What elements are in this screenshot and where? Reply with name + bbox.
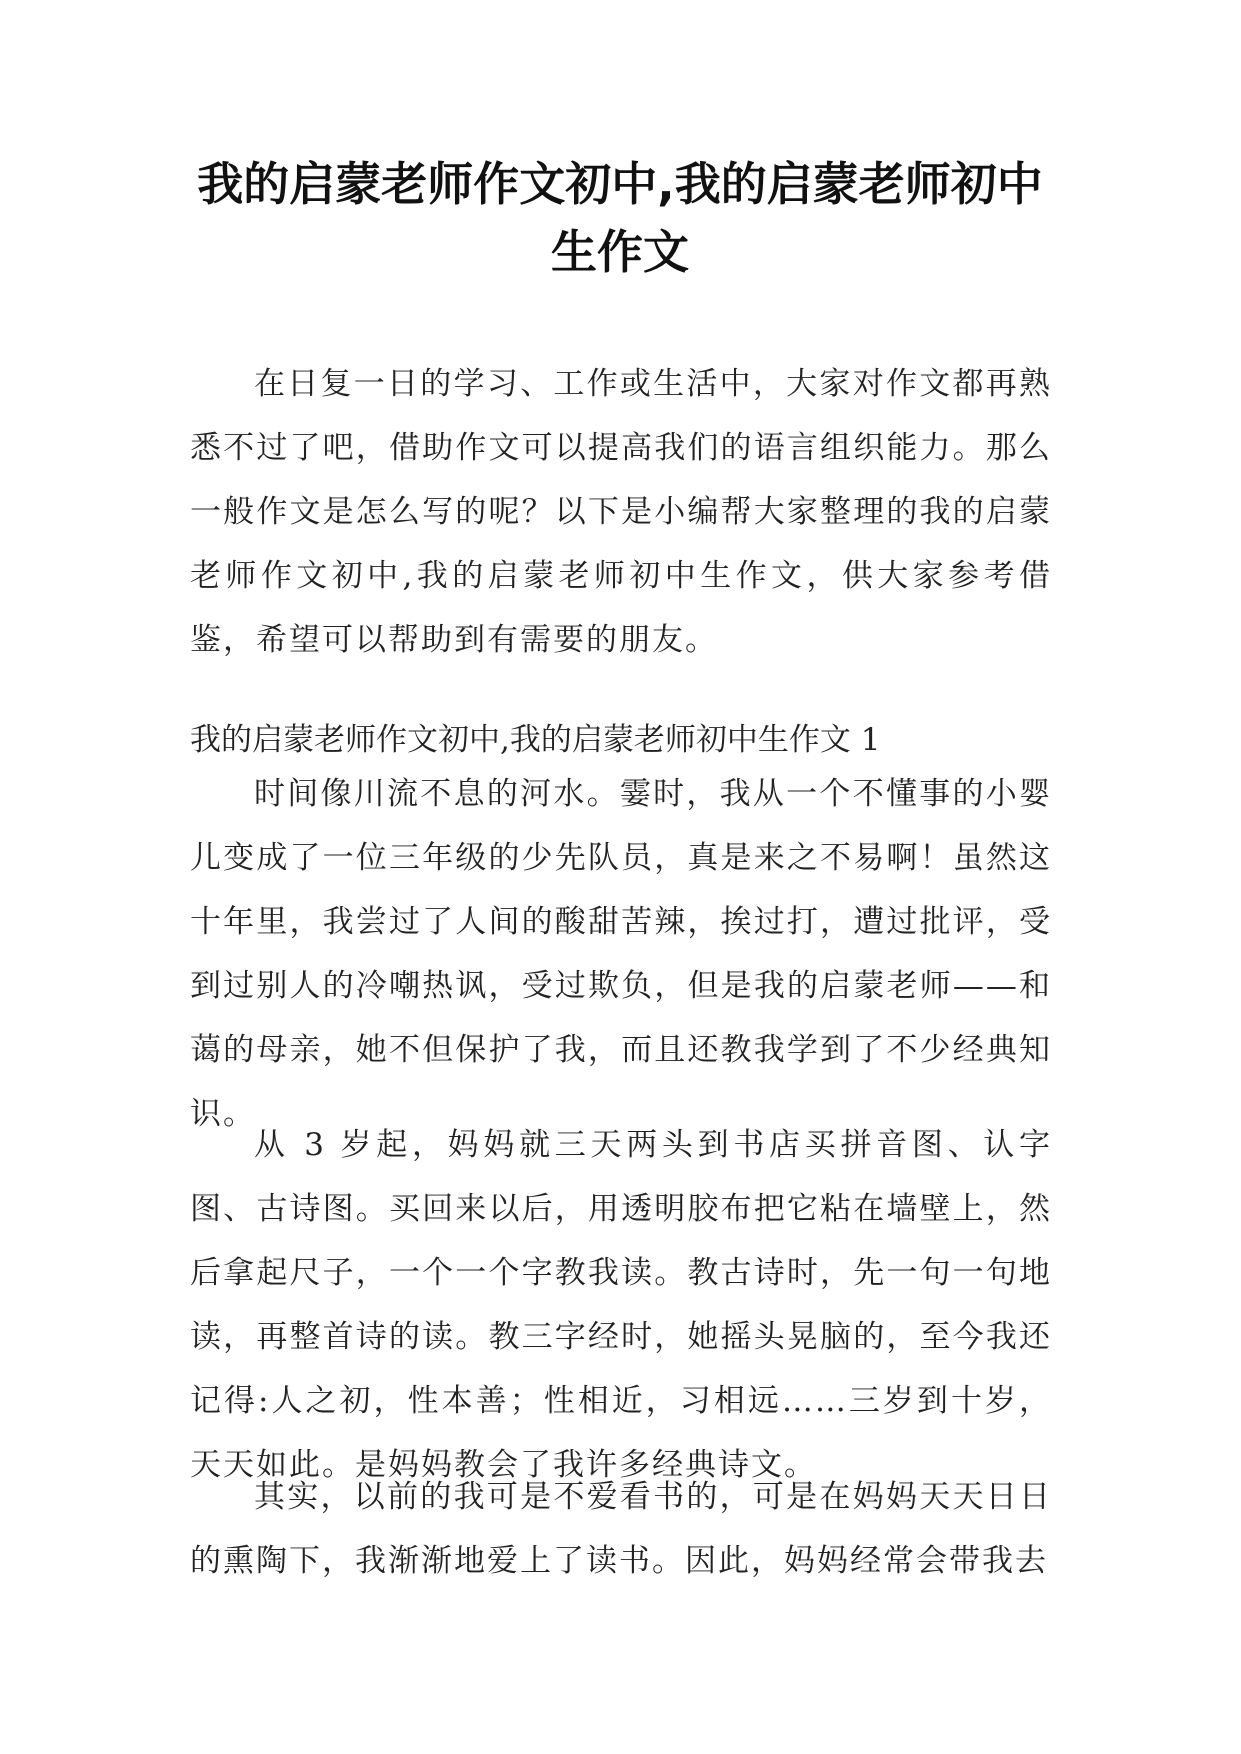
- body-paragraph-3: 其实，以前的我可是不爱看书的，可是在妈妈天天日日的熏陶下，我渐渐地爱上了读书。因此，妈妈经常会带我去: [190, 1479, 1052, 1579]
- section-heading: 我的启蒙老师作文初中,我的启蒙老师初中生作文 1: [190, 722, 881, 758]
- document-title: 我的启蒙老师作文初中,我的启蒙老师初中生作文: [197, 157, 1043, 279]
- body-paragraph-2: 从 3 岁起，妈妈就三天两头到书店买拼音图、认字图、古诗图。买回来以后，用透明胶布把它粘在墙壁上，然后拿起尺子，一个一个字教我读。教古诗时，先一句一句地读，再整首诗的读。教三字经时，她摇头晃脑的，至今我还记得:人之初，性本善；性相近，习相远……三岁到十岁，天天如此。是妈妈教会了我许多经典诗文。: [190, 1127, 1052, 1483]
- body-paragraph-1: 时间像川流不息的河水。霎时，我从一个不懂事的小婴儿变成了一位三年级的少先队员，真是来之不易啊！虽然这十年里，我尝过了人间的酸甜苦辣，挨过打，遭过批评，受到过别人的冷嘲热讽，受过欺负，但是我的启蒙老师——和蔼的母亲，她不但保护了我，而且还教我学到了不少经典知识。: [190, 776, 1052, 1132]
- intro-paragraph: 在日复一日的学习、工作或生活中，大家对作文都再熟悉不过了吧，借助作文可以提高我们的语言组织能力。那么一般作文是怎么写的呢？以下是小编帮大家整理的我的启蒙老师作文初中,我的启蒙老师初中生作文，供大家参考借鉴，希望可以帮助到有需要的朋友。: [190, 366, 1052, 658]
